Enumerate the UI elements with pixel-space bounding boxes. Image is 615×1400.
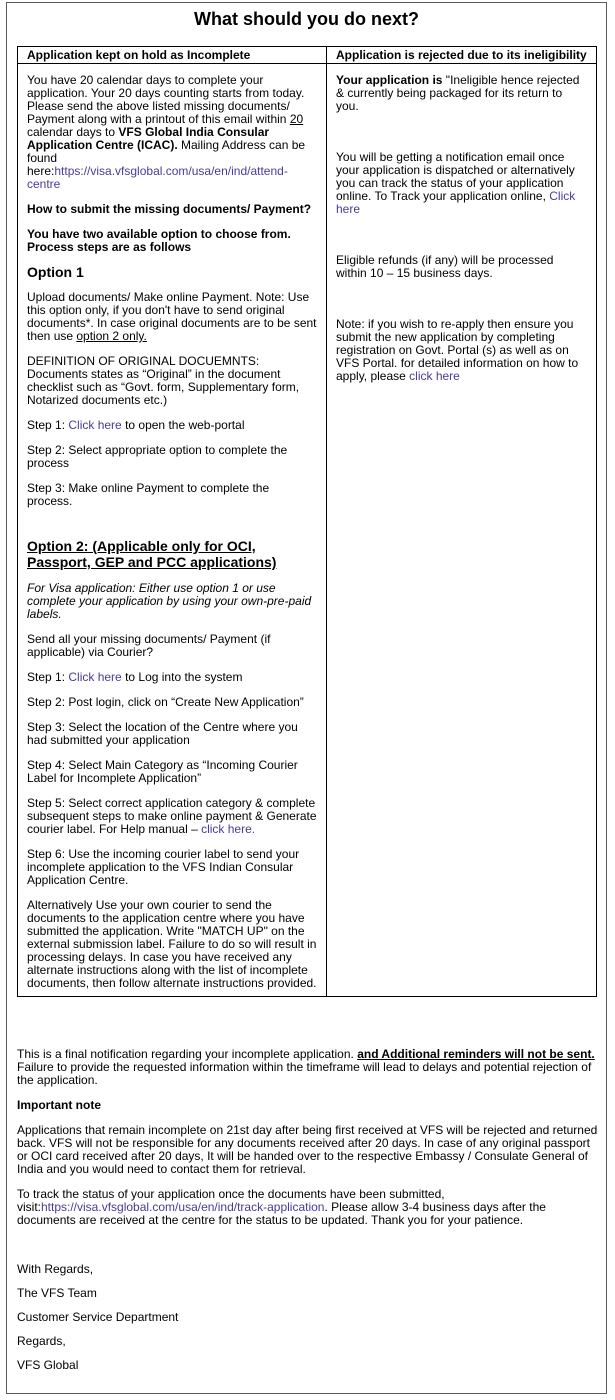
option-2-send-text: Send all your missing documents/ Payment (if applicable) via Courier? xyxy=(27,632,271,659)
option-2-step-6: Step 6: Use the incoming courier label to send your incomplete application to the VFS Indian Consular Application Centre. xyxy=(27,847,300,887)
option-2-title: Option 2: (Applicable only for OCI, Passport, GEP and PCC applications) xyxy=(27,538,277,570)
email-frame xyxy=(6,2,607,1394)
option-1-step-2: Step 2: Select appropriate option to complete the process xyxy=(27,443,288,470)
signature-line: Regards, xyxy=(17,1334,66,1348)
signature-line: VFS Global xyxy=(17,1358,79,1372)
web-portal-link[interactable]: Click here xyxy=(68,418,122,432)
option-2-ref: option 2 only. xyxy=(76,329,147,343)
alternative-courier-text: Alternatively Use your own courier to send the documents to the application centre where you have submitted the application. Write "MATCH UP" on the external submission label. Failure to do so will result in processing delays. In case you have received any alternate instructions along with the list of incomplete documents, then follow alternate instructions provided. xyxy=(27,898,317,990)
important-note-text: Applications that remain incomplete on 21st day after being first received at VFS will be rejected and returned back. VFS will not be responsible for any documents received after 20 days. In case of any original passport or OCI card received after 20 days, It will be handed over to the respective Embassy / Consulate General of India and you would need to contact them for retrieval. xyxy=(17,1123,598,1176)
track-status-link[interactable]: https://visa.vfsglobal.com/usa/en/ind/track-application xyxy=(41,1200,325,1214)
signature-block xyxy=(17,1263,603,1383)
refund-text: Eligible refunds (if any) will be processed within 10 – 15 business days. xyxy=(336,253,554,280)
intro-paragraph: You have 20 calendar days to complete your application. Your 20 days counting starts from today. Please send the above listed missing documents/ Payment along with a printout of this email within 20 calendar days to VFS Global India Consular Application Centre (ICAC). Mailing Address can be found here:https://visa.vfsglobal.com/usa/en/ind/attend-centre xyxy=(27,73,306,191)
option-2-step-2: Step 2: Post login, click on “Create New Application” xyxy=(27,695,304,709)
how-to-heading: How to submit the missing documents/ Payment? xyxy=(27,202,312,216)
final-notification-text: This is a final notification regarding your incomplete application. and Additional reminders will not be sent. Failure to provide the requested information within the timeframe will lead to delays and potential rejection of the application. xyxy=(17,1047,595,1087)
option-2-step-1: Step 1: Click here to Log into the system xyxy=(27,670,243,684)
how-to-apply-link[interactable]: click here xyxy=(409,369,460,383)
login-link[interactable]: Click here xyxy=(68,670,122,684)
page-title: What should you do next? xyxy=(194,9,419,29)
rejected-column xyxy=(327,64,597,997)
rejected-status-text: Your application is "Ineligible hence rejected & currently being packaged for its return to you. xyxy=(336,73,580,113)
rejected-column-header: Application is rejected due to its ineligibility xyxy=(327,47,597,64)
footer-notes xyxy=(17,1048,603,1239)
signature-line: With Regards, xyxy=(17,1262,94,1276)
option-2-step-5: Step 5: Select correct application category & complete subsequent steps to make online payment & Generate courier label. For Help manual – click here. xyxy=(27,796,317,836)
option-1-step-3: Step 3: Make online Payment to complete the process. xyxy=(27,481,270,508)
option-1-title: Option 1 xyxy=(27,264,84,280)
incomplete-column xyxy=(18,64,327,997)
track-application-link[interactable]: Click here xyxy=(336,189,576,216)
important-note-title: Important note xyxy=(17,1098,101,1112)
original-docs-definition: DEFINITION OF ORIGINAL DOCUEMNTS: Documents states as “Original” in the document checklist such as “Govt. form, Supplementary form, Notarized documents etc.) xyxy=(27,354,300,407)
two-options-note: You have two available option to choose from. Process steps are as follows xyxy=(27,227,291,254)
reapply-note: Note: if you wish to re-apply then ensure you submit the new application by completing registration on Govt. Portal (s) as well as on VFS Portal. for detailed information on how to apply, please click here xyxy=(336,317,579,383)
help-manual-link[interactable]: click here. xyxy=(201,822,256,836)
option-2-step-3: Step 3: Select the location of the Centre where you had submitted your application xyxy=(27,720,298,747)
option-1-step-1: Step 1: Click here to open the web-portal xyxy=(27,418,245,432)
incomplete-column-header: Application kept on hold as Incomplete xyxy=(18,47,327,64)
option-2-step-4: Step 4: Select Main Category as “Incoming Courier Label for Incomplete Application” xyxy=(27,758,298,785)
track-status-text: To track the status of your application once the documents have been submitted, visit:https://visa.vfsglobal.com/usa/en/ind/track-application. Please allow 3-4 business days after the documents are received at the centre for the status to be updated. Thank you for your patience. xyxy=(17,1187,546,1227)
option-1-text: Upload documents/ Make online Payment. Note: Use this option only, if you don't have to send original documents*. In case original documents are to be sent then use option 2 only. xyxy=(27,290,317,343)
option-2-visa-note: For Visa application: Either use option 1 or use complete your application by using your own-pre-paid labels. xyxy=(27,581,312,621)
options-table xyxy=(17,46,597,997)
signature-line: Customer Service Department xyxy=(17,1310,179,1324)
attend-centre-link[interactable]: https://visa.vfsglobal.com/usa/en/ind/attend-centre xyxy=(27,164,288,191)
signature-line: The VFS Team xyxy=(17,1286,97,1300)
track-online-text: You will be getting a notification email once your application is dispatched or alternatively you can track the status of your application online. To Track your application online, Click here xyxy=(336,150,576,216)
